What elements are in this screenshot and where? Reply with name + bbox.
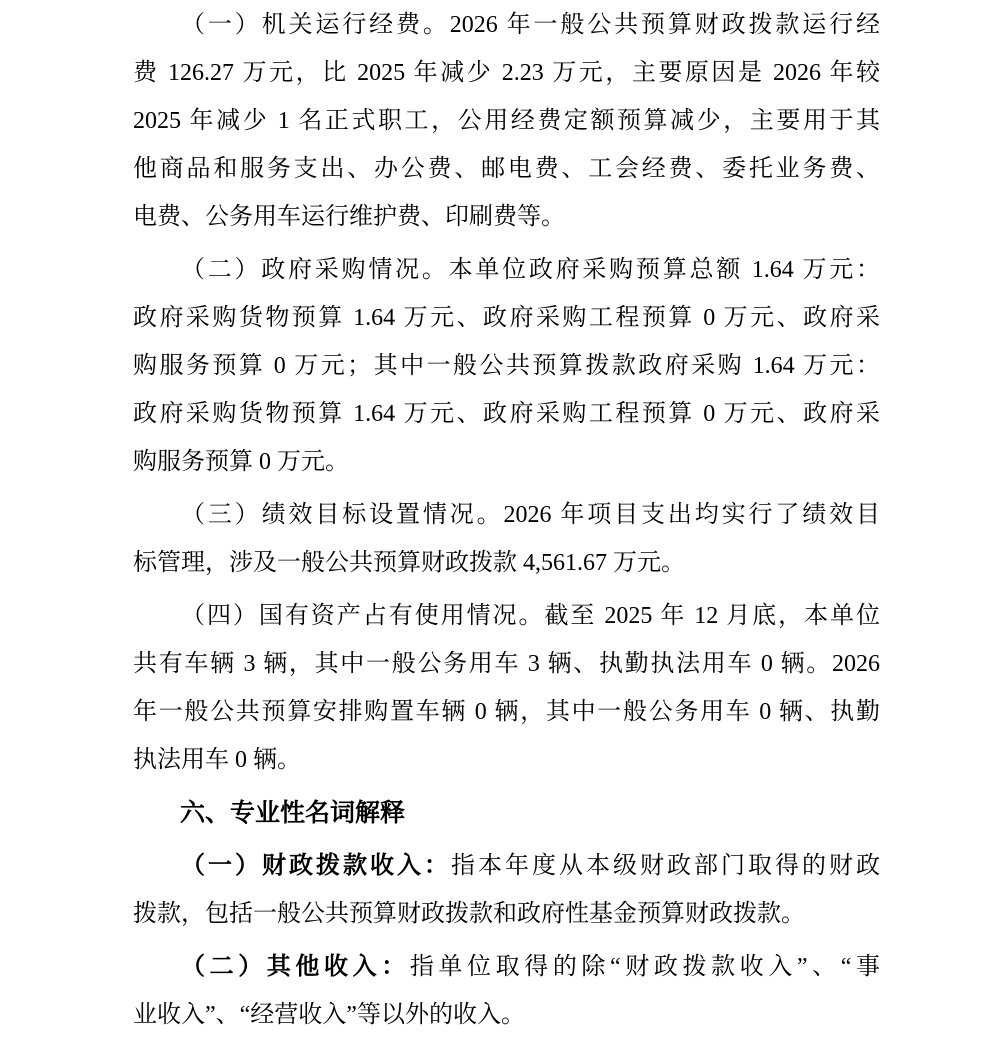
text-line	[133, 592, 880, 640]
text-line: 业收入”、“经营收入”等以外的收入。	[133, 1002, 525, 1028]
paragraph-text: 指本年度从本级财政部门取得的财政	[451, 853, 880, 879]
paragraph-text: 2026 年项目支出均实行了绩效目	[503, 502, 880, 528]
para-performance-targets	[133, 491, 880, 587]
text-line: 他商品和服务支出、办公费、邮电费、工会经费、委托业务费、	[133, 156, 880, 182]
text-line: 2025 年减少 1 名正式职工，公用经费定额预算减少，主要用于其	[133, 108, 880, 134]
text-line	[133, 1, 880, 49]
paragraph-lead: （一）机关运行经费。	[181, 12, 450, 38]
text-line: 标管理，涉及一般公共预算财政拨款 4,561.67 万元。	[133, 550, 685, 576]
text-line: 拨款，包括一般公共预算财政拨款和政府性基金预算财政拨款。	[133, 901, 805, 927]
paragraph-text: 本单位政府采购预算总额 1.64 万元：	[448, 257, 881, 283]
paragraph-lead: （四）国有资产占有使用情况。	[181, 603, 545, 629]
text-line	[133, 842, 880, 890]
heading-terminology-explanations: 六、专业性名词解释	[180, 799, 406, 827]
para-government-procurement	[133, 246, 880, 486]
text-line	[133, 943, 880, 991]
para-definition-fiscal-appropriation-income	[133, 842, 880, 938]
text-line: 年一般公共预算安排购置车辆 0 辆，其中一般公务用车 0 辆、执勤	[133, 699, 880, 725]
text-line: 政府采购货物预算 1.64 万元、政府采购工程预算 0 万元、政府采	[133, 305, 880, 331]
paragraph-lead: （一）财政拨款收入：	[181, 853, 451, 879]
para-agency-operating-expenses	[133, 1, 880, 241]
paragraph-lead: （二）其他收入：	[181, 954, 410, 980]
text-line: 执法用车 0 辆。	[133, 747, 301, 773]
paragraph-lead: （二）政府采购情况。	[181, 257, 449, 283]
text-line: 购服务预算 0 万元。	[133, 449, 349, 475]
para-state-owned-assets	[133, 592, 880, 784]
paragraph-text: 截至 2025 年 12 月底，本单位	[544, 603, 881, 629]
paragraph-lead: （三）绩效目标设置情况。	[181, 502, 504, 528]
text-line: 费 126.27 万元，比 2025 年减少 2.23 万元，主要原因是 2026 年较	[133, 60, 880, 86]
text-line: 电费、公务用车运行维护费、印刷费等。	[133, 204, 565, 230]
text-line	[133, 491, 880, 539]
text-line: 购服务预算 0 万元；其中一般公共预算拨款政府采购 1.64 万元：	[133, 353, 880, 379]
text-line: 政府采购货物预算 1.64 万元、政府采购工程预算 0 万元、政府采	[133, 401, 880, 427]
paragraph-text: 2026 年一般公共预算财政拨款运行经	[449, 12, 880, 38]
text-line: 共有车辆 3 辆，其中一般公务用车 3 辆、执勤执法用车 0 辆。2026	[133, 651, 880, 677]
para-definition-other-income	[133, 943, 880, 1039]
text-line	[133, 246, 880, 294]
paragraph-text: 指单位取得的除“财政拨款收入”、“事	[409, 954, 880, 980]
